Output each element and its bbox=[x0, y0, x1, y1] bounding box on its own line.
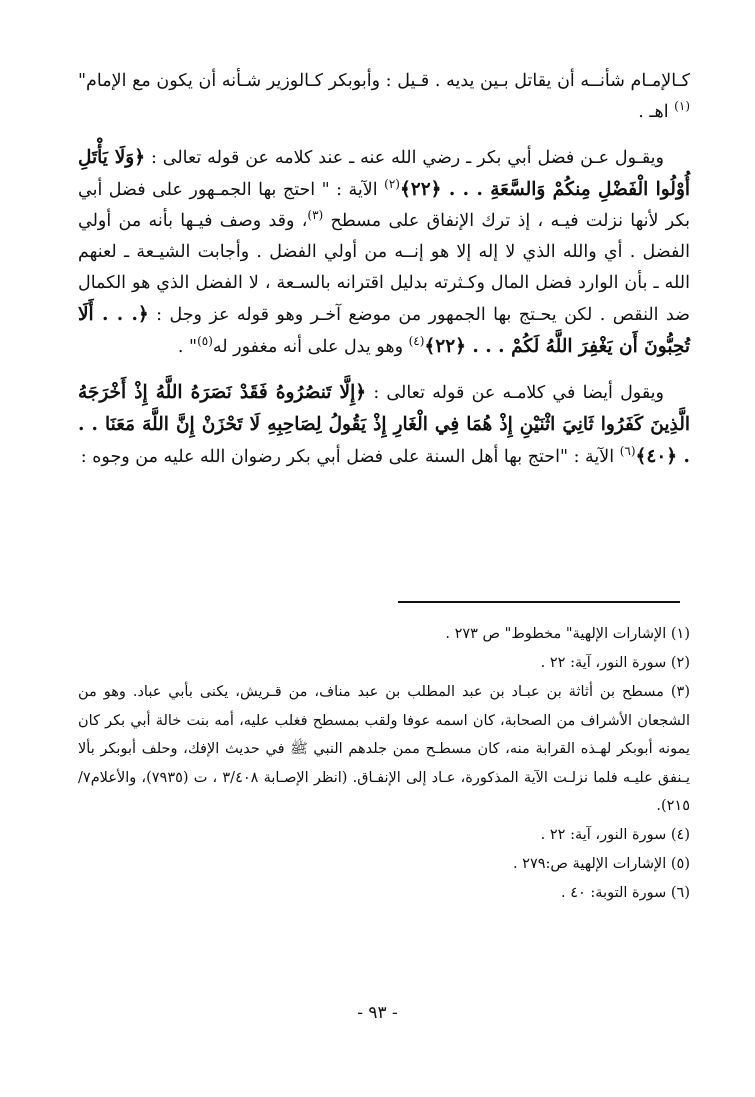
footnote-5: (٥) الإشارات الإلهية ص:٢٧٩ . bbox=[512, 855, 690, 872]
paragraph-3-text: الآية : "احتج بها أهل السنة على فضل أبي بكر رضوان الله عليه من وجوه : bbox=[80, 447, 620, 467]
paragraph-2-text-cont: ، وقد وصف فيـها بأنه من أولي الفضل . أي والله الذي لا إله إلا هو إنــه من أولي الفضل . وأجابت الشيـعة ـ لعنهم الله ـ بأن الوارد فضل المال وكـثرته بدليل اقترانه بالسـعة ، لا الفضل الذي هو الكمال ضد النقص . لكن يحـتج بها الجمهور من موضع آخـر وهو قوله عز وجل : bbox=[78, 211, 690, 325]
paragraph-3-intro: ويقول أيضا في كلامـه عن قوله تعالى : bbox=[366, 383, 665, 403]
footnote-ref-1: (١) bbox=[674, 99, 690, 114]
paragraph-2-conclusion: وهو يدل على أنه مغفور له bbox=[212, 337, 409, 357]
footnote-ref-2: (٢) bbox=[384, 177, 400, 192]
quran-verse-3: ﴿إِلَّا تَنصُرُوهُ فَقَدْ نَصَرَهُ اللَّهُ إِذْ أَخْرَجَهُ الَّذِينَ كَفَرُوا ثَانِيَ اثْنَيْنِ إِذْ هُمَا فِي الْغَارِ إِذْ يَقُولُ لِصَاحِبِهِ لَا تَحْزَنْ إِنَّ اللَّهَ مَعَنَا . . . ﴿٤٠﴾ bbox=[78, 382, 690, 467]
footnote-ref-4: (٤) bbox=[408, 334, 425, 349]
footnote-6: (٦) سورة التوبة: ٤٠ . bbox=[561, 884, 690, 901]
footnote-2: (٢) سورة النور، آية: ٢٢ . bbox=[540, 655, 690, 671]
paragraph-2-end: " . bbox=[177, 337, 198, 357]
main-text bbox=[78, 66, 690, 473]
footnote-ref-5: (٥) bbox=[197, 334, 213, 349]
quran-verse-1: ﴿وَلَا يَأْتَلِ أُوْلُوا الْفَضْلِ مِنكُمْ وَالسَّعَةِ . . . ﴿٢٢﴾ bbox=[78, 147, 691, 200]
footnote-ref-3: (٣) bbox=[307, 208, 324, 223]
paragraph-3 bbox=[78, 377, 690, 473]
paragraph-1 bbox=[78, 66, 690, 128]
footnote-4: (٤) سورة النور، آية: ٢٢ . bbox=[540, 826, 690, 843]
paragraph-2 bbox=[78, 142, 690, 363]
footnotes bbox=[78, 620, 690, 908]
paragraph-1-text: كـالإمـام شأنــه أن يقاتل بـين يديه . قـيل : وأبوبكر كـالوزير شـأنه أن يكون مع الإمام" bbox=[78, 71, 690, 91]
page-number: - ٩٣ - bbox=[357, 1003, 398, 1023]
footnote-1: (١) الإشارات الإلهية" مخطوط" ص ٢٧٣ . bbox=[445, 626, 690, 642]
footnote-divider bbox=[398, 601, 680, 603]
quran-verse-2: ﴿. . . أَلَا تُحِبُّونَ أَن يَغْفِرَ اللَّهُ لَكُمْ . . . ﴿٢٢﴾ bbox=[78, 304, 690, 357]
footnote-3: (٣) مسطح بن أثاثة بن عبـاد بن عبد المطلب بن عبد مناف، من قـريش، يكنى بأبي عباد. وهو من الشجعان الأشراف من الصحابة، كان اسمه عوفا ولقب بمسطح فغلب عليه، أمه بنت خالة أبي بكر كان يمونه أبوبكر لهـذه القرابة منه، كان مسطـح ممن جلدهم النبي ﷺ في حديث الإفك، وحلف أبوبكر بألا يـنفق عليـه فلما نزلـت الآية المذكورة، عـاد إلى الإنفـاق. (انظر الإصـابة ٣/٤٠٨ ، ت (٧٩٣٥)، والأعلام٧/ ٢١٥). bbox=[78, 684, 690, 815]
paragraph-1-end: اهـ . bbox=[638, 102, 675, 122]
footnote-ref-6: (٦) bbox=[619, 444, 636, 459]
paragraph-2-intro: ويقـول عـن فضل أبي بكر ـ رضي الله عنه ـ عند كلامه عن قوله تعالى : bbox=[145, 148, 664, 168]
paragraph-2-text: الآية : " احتج بها الجمـهور على فضل أبي بكر لأنها نزلت فيـه ، إذ ترك الإنفاق على مسطح bbox=[78, 180, 691, 231]
